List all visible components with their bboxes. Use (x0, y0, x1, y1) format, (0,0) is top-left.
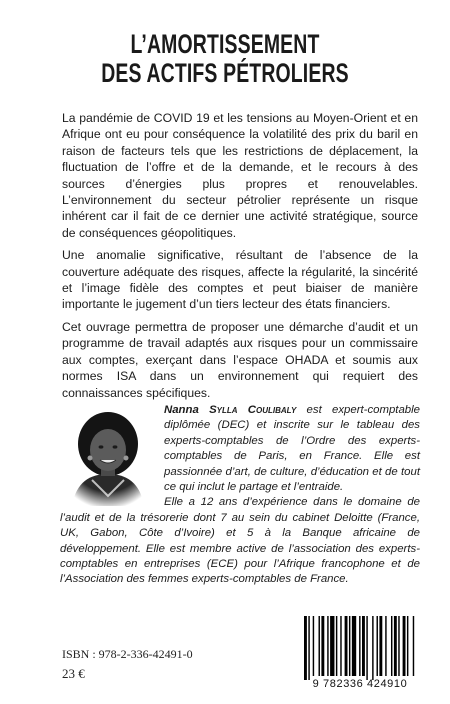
barcode-bar (398, 616, 399, 676)
barcode-bar (359, 616, 360, 676)
bio-text-1: est expert-comptable diplômée (DEC) et inscrite sur le tableau des experts-comptables de l’Ordre des experts-comptables de Paris, en France. Elle est passionnée d’art, de culture, d’éducation et de tout ce qui inclut le partage et l’entraide. (164, 404, 420, 494)
barcode-bar (308, 616, 309, 680)
summary-paragraph-3: Cet ouvrage permettra de proposer une démarche d’audit et un programme de travail adaptés aux risques pour un commissaire aux comptes, exerçant dans l’espace OHADA et soumis aux normes ISA dans un environnement qui requiert des connaissances spécifiques. (62, 319, 418, 400)
book-title-line-2: DES ACTIFS PÉTROLIERS (101, 58, 349, 88)
barcode-bar (327, 616, 328, 676)
barcode-bar (304, 616, 307, 680)
barcode-bar (352, 616, 356, 676)
barcode-bar (366, 616, 367, 680)
barcode-bar (391, 616, 392, 676)
barcode-bar (385, 616, 386, 676)
barcode-bar (345, 616, 348, 676)
isbn: ISBN : 978-2-336-42491-0 (62, 647, 193, 661)
barcode-bar (413, 616, 414, 676)
barcode-bar (340, 616, 341, 676)
barcode-bar (349, 616, 350, 676)
price: 23 € (62, 666, 85, 681)
barcode-bar (403, 616, 406, 676)
author-first-name: Nanna (164, 404, 199, 416)
summary-paragraph-1: La pandémie de COVID 19 et les tensions au Moyen-Orient et en Afrique ont eu pour conséquence la volatilité des prix du baril en raison de facteurs tels que les restrictions de déplacement, la fluctuation de l’offre et de la demande, et le recours à des sources d’énergies plus propres et renouvelables. L’environnement du secteur pétrolier représente un risque inhérent car il fait de ce dernier une activité stratégique, source de conséquences géopolitiques. (62, 111, 418, 240)
barcode-bar (379, 616, 382, 676)
barcode-bar (362, 616, 365, 676)
barcode-bar (336, 616, 337, 676)
author-biography (60, 403, 420, 588)
barcode-bar (319, 616, 320, 676)
barcode-bar (377, 616, 378, 676)
author-last-name: Sylla Coulibaly (209, 404, 297, 416)
barcode-digits: 9 782336 424910 (312, 678, 408, 690)
summary-paragraph-2: Une anomalie significative, résultant de l’absence de la couverture adéquate des risques, affecte la régularité, la sincérité et l’image fidèle des comptes et peut biaiser de manière importante le jugement d’un tiers lecteur des états financiers. (62, 248, 418, 312)
barcode-bar (313, 616, 314, 676)
back-cover-summary (62, 110, 418, 407)
book-title (63, 30, 387, 88)
barcode-bar (321, 616, 324, 676)
barcode-bar (330, 616, 334, 676)
barcode-bar (407, 616, 408, 676)
barcode-bar (372, 616, 373, 680)
book-title-line-1: L’AMORTISSEMENT (130, 29, 320, 59)
barcode-bar (394, 616, 397, 676)
bio-paragraph-2: Elle a 12 ans d’expérience dans le domaine de l’audit et de la trésorerie dont 7 au sein du cabinet Deloitte (France, UK, Gabon, Côte d’Ivoire) et 5 à la Banque africaine de développement. Elle est membre active de l’association des experts-comptables en entreprises (ECE) pour l’Afrique francophone et de l’Association des femmes experts-comptables de France. (60, 496, 420, 586)
